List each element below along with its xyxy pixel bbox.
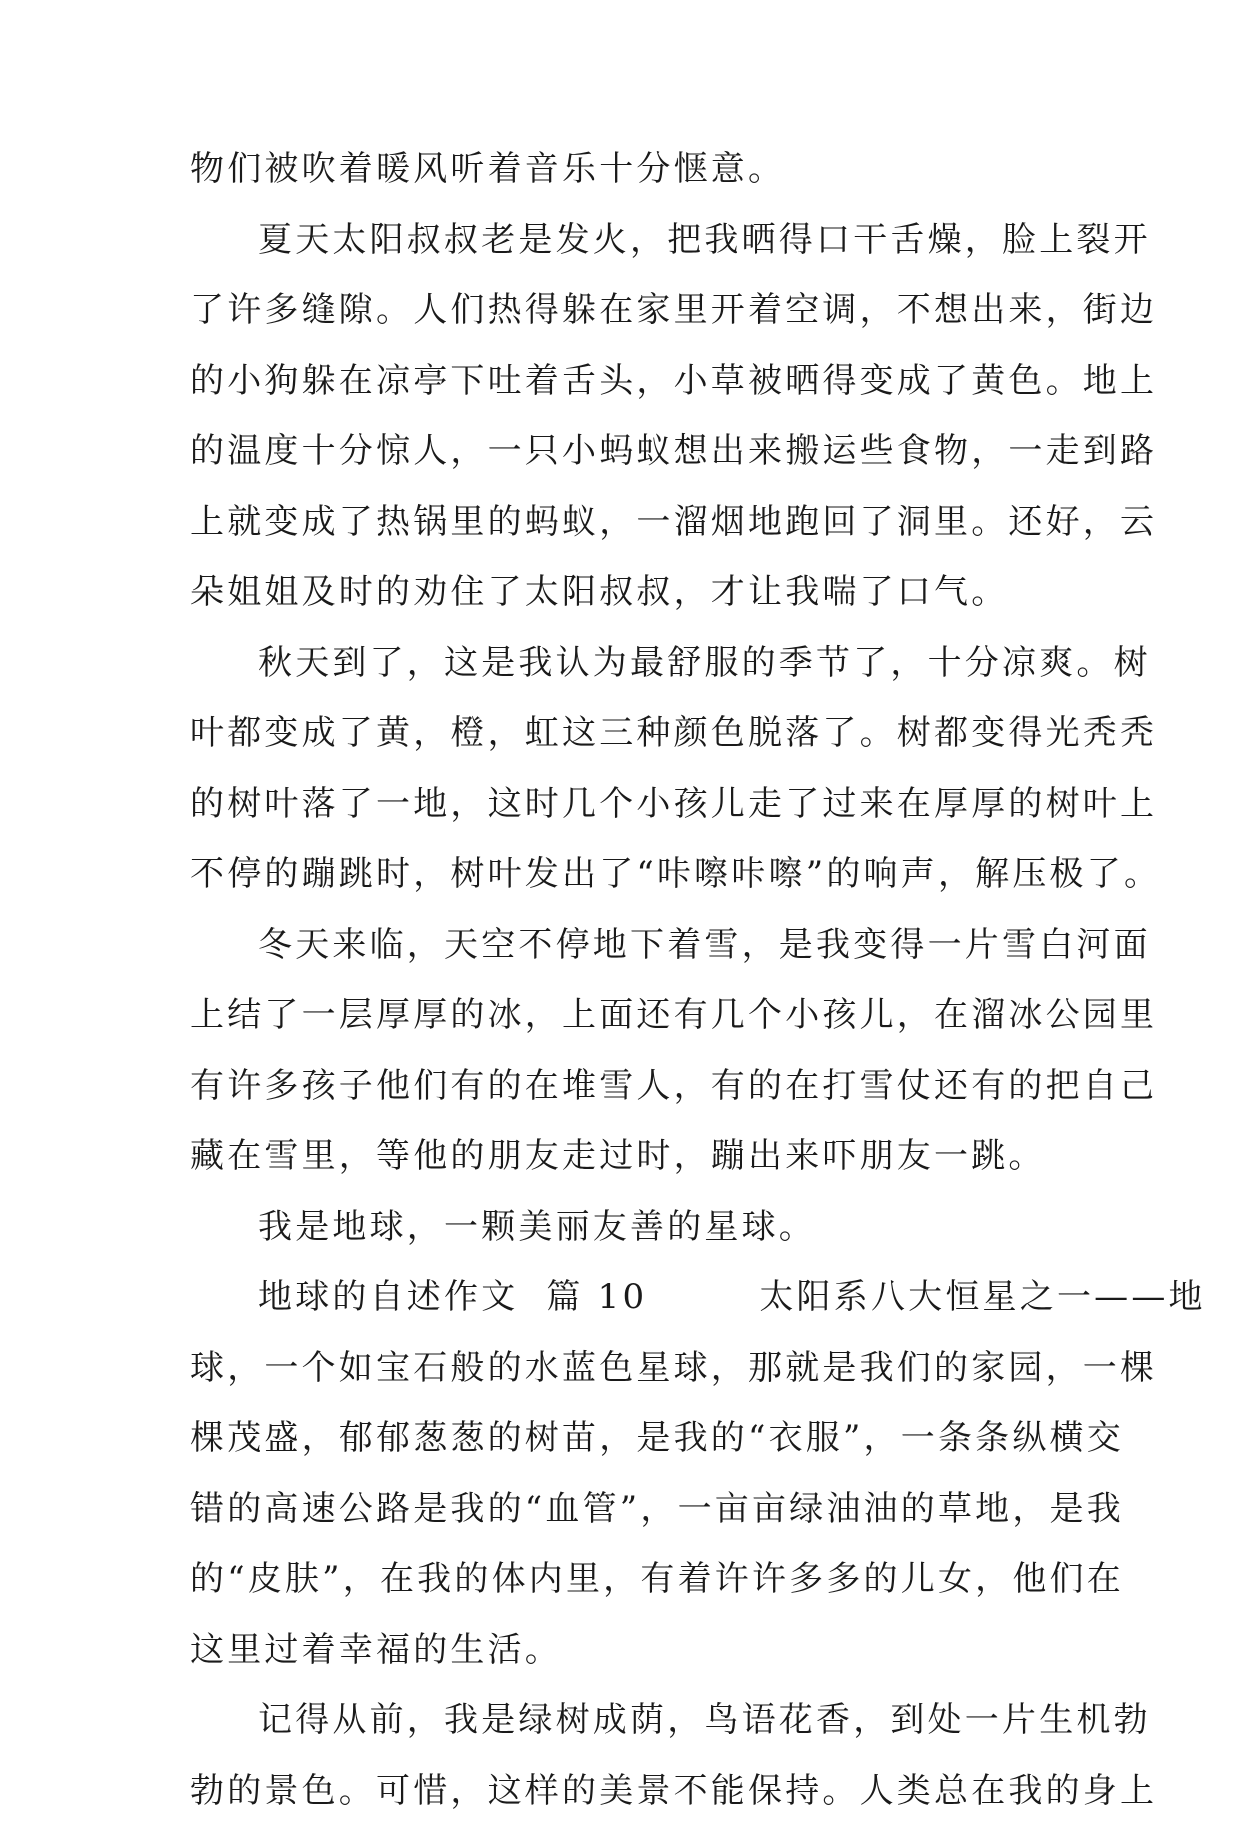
text-line: 错的高速公路是我的“血管”，一亩亩绿油油的草地，是我	[190, 1488, 1124, 1529]
text-line: 棵茂盛，郁郁葱葱的树苗，是我的“衣服”，一条条纵横交	[190, 1418, 1124, 1458]
text-line: 叶都变成了黄，橙，虹这三种颜色脱落了。树都变得光秃秃	[190, 713, 1158, 753]
text-line: 物们被吹着暖风听着音乐十分惬意。	[190, 149, 786, 189]
text-line: 勃的景色。可惜，这样的美景不能保持。人类总在我的身上	[190, 1770, 1158, 1811]
text-line: 秋天到了，这是我认为最舒服的季节了，十分凉爽。树	[258, 642, 1151, 683]
text-line: 我是地球，一颗美丽友善的星球。	[258, 1206, 816, 1247]
text-line: 了许多缝隙。人们热得躲在家里开着空调，不想出来，街边	[190, 290, 1158, 330]
text-line: 不停的蹦跳时，树叶发出了“咔嚓咔嚓”的响声，解压极了。	[190, 854, 1162, 894]
text-line: 这里过着幸福的生活。	[190, 1629, 562, 1670]
text-line: 冬天来临，天空不停地下着雪，是我变得一片雪白河面	[258, 924, 1151, 965]
text-line: 朵姐姐及时的劝住了太阳叔叔，才让我喘了口气。	[190, 572, 1009, 612]
text-line: 上结了一层厚厚的冰，上面还有几个小孩儿，在溜冰公园里	[190, 995, 1158, 1035]
text-line: 地球的自述作文 篇 10 太阳系八大恒星之一——地	[258, 1277, 1206, 1317]
text-line: 的“皮肤”，在我的体内里，有着许许多多的儿女，他们在	[190, 1559, 1124, 1599]
document-page	[190, 140, 1206, 1832]
text-line: 的温度十分惊人，一只小蚂蚁想出来搬运些食物，一走到路	[190, 431, 1158, 471]
text-line: 上就变成了热锅里的蚂蚁，一溜烟地跑回了洞里。还好，云	[190, 501, 1158, 542]
text-line: 的小狗躲在凉亭下吐着舌头，小草被晒得变成了黄色。地上	[190, 360, 1158, 401]
text-line: 球，一个如宝石般的水蓝色星球，那就是我们的家园，一棵	[190, 1347, 1158, 1388]
text-line: 的树叶落了一地，这时几个小孩儿走了过来在厚厚的树叶上	[190, 783, 1158, 824]
text-line: 有许多孩子他们有的在堆雪人，有的在打雪仗还有的把自己	[190, 1065, 1158, 1106]
text-line: 藏在雪里，等他的朋友走过时，蹦出来吓朋友一跳。	[190, 1136, 1046, 1176]
text-line: 记得从前，我是绿树成荫，鸟语花香，到处一片生机勃	[258, 1700, 1151, 1740]
text-line: 夏天太阳叔叔老是发火，把我晒得口干舌燥，脸上裂开	[258, 219, 1151, 260]
